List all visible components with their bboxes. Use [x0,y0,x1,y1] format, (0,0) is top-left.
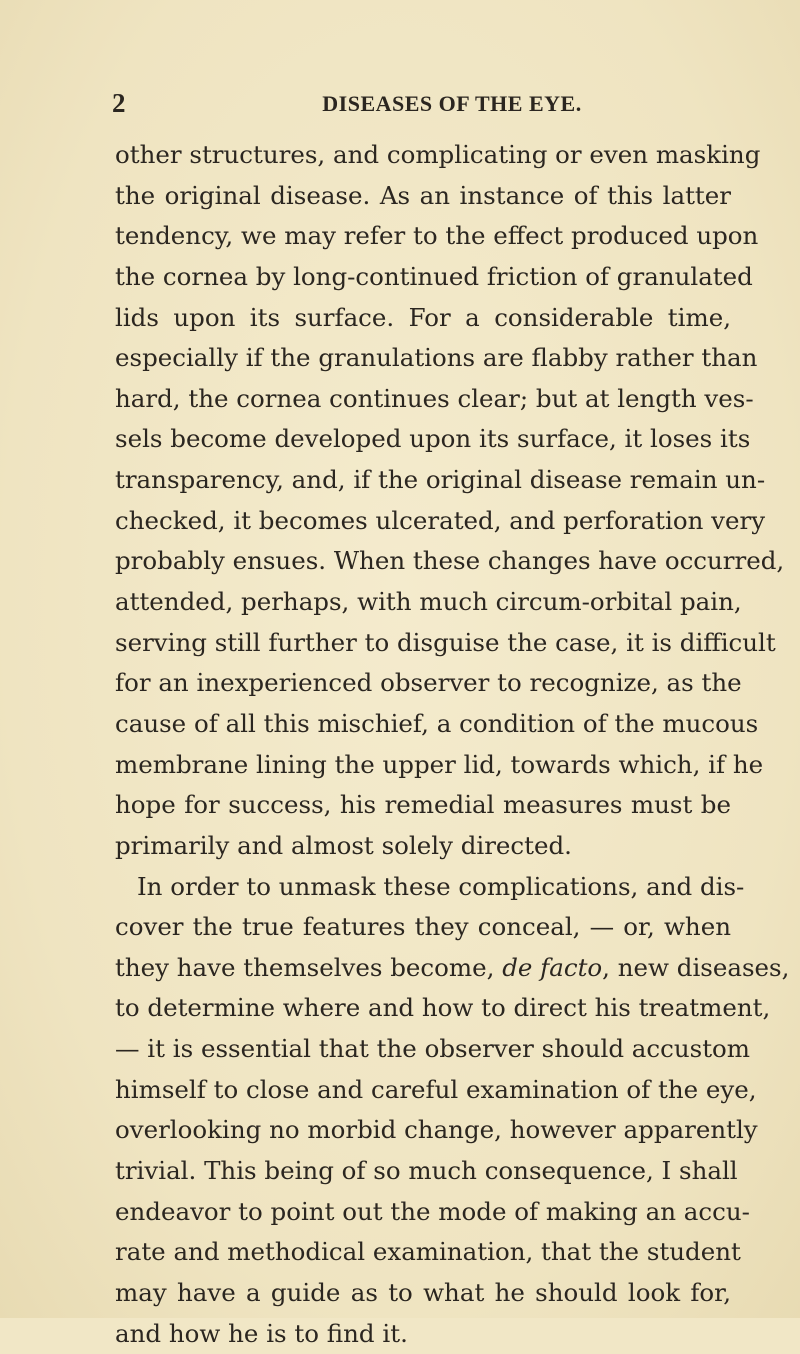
paragraph-start-line: In order to unmask these complications, and dis- [137,871,745,901]
text-line: probably ensues. When these changes have occurred, [115,546,785,576]
text-line: sels become developed upon its surface, it loses its [115,424,751,454]
text-line: hope for success, his remedial measures must be [115,790,731,820]
body-text [115,135,790,1354]
text-line: to determine where and how to direct his treatment, [115,993,771,1023]
page-number: 2 [112,88,126,118]
text-line: other structures, and complicating or even masking [115,140,761,169]
text-line: checked, it becomes ulcerated, and perforation very [115,505,766,535]
text-line: lids upon its surface. For a considerable time, [115,302,731,332]
text-line: overlooking no morbid change, however apparently [115,1115,758,1145]
text-line: attended, perhaps, with much circum-orbital pain, [115,587,742,617]
text-line: for an inexperienced observer to recognize, as the [115,668,742,698]
running-head: DISEASES OF THE EYE. [322,91,582,116]
line-text-before: they have themselves become, [115,952,503,982]
text-line: the original disease. As an instance of this latter [115,180,731,210]
text-line: especially if the granulations are flabby rather than [115,343,758,373]
italic-phrase: de facto [502,952,603,982]
text-line: may have a guide as to what he should look for, [115,1277,731,1307]
text-line: himself to close and careful examination of the eye, [115,1074,757,1104]
text-line: endeavor to point out the mode of making an accu- [115,1196,750,1226]
text-line: the cornea by long-continued friction of granulated [115,261,753,291]
text-line: hard, the cornea continues clear; but at length ves- [115,383,754,413]
line-text-after: , new diseases, [602,952,790,982]
text-line: — it is essential that the observer should accustom [115,1034,751,1064]
paragraph-end-line: primarily and almost solely directed. [115,830,572,860]
text-line: cover the true features they conceal, — or, when [115,912,731,942]
paragraph-end-line: and how he is to find it. [115,1318,408,1348]
text-line: membrane lining the upper lid, towards which, if he [115,749,764,779]
text-line: rate and methodical examination, that the student [115,1237,741,1267]
text-line: tendency, we may refer to the effect produced upon [115,221,759,251]
text-line: serving still further to disguise the case, it is difficult [115,627,776,657]
text-line-with-italic [115,948,790,989]
text-line: trivial. This being of so much consequence, I shall [115,1156,738,1186]
page-header [112,88,732,118]
text-line: cause of all this mischief, a condition of the mucous [115,708,759,738]
text-line: transparency, and, if the original disease remain un- [115,465,766,495]
